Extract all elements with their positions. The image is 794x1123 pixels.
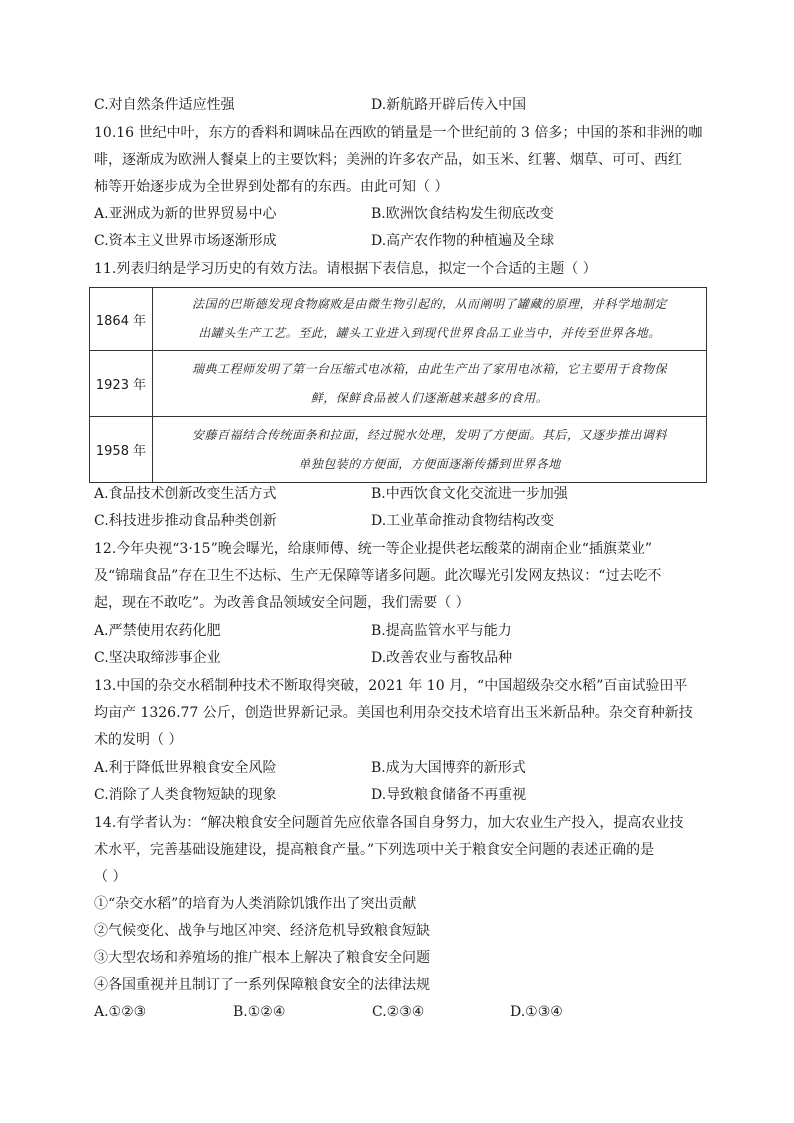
q14-options bbox=[94, 1003, 714, 1021]
table-desc-cell bbox=[153, 351, 707, 417]
table-desc-line: 瑞典工程师发明了第一台压缩式电冰箱，由此生产出了家用电冰箱，它主要用于食物保 bbox=[191, 361, 667, 376]
q13-stem-line-1: 13.中国的杂交水稻制种技术不断取得突破，2021 年 10 月，“中国超级杂交水稻”百亩试验田平 bbox=[94, 678, 688, 694]
table-desc-line: 安藤百福结合传统面条和拉面，经过脱水处理，发明了方便面。其后，又逐步推出调料 bbox=[191, 427, 667, 442]
q14-option-a[interactable]: A.①②③ bbox=[94, 1004, 147, 1020]
q14-stem-line-3: （ ） bbox=[94, 869, 127, 885]
q12-stem-line-1: 12.今年央视“3·15”晚会曝光，给康师傅、统一等企业提供老坛酸菜的湖南企业“插旗菜业” bbox=[94, 541, 653, 557]
q14-item-3: ③大型农场和养殖场的推广根本上解决了粮食安全问题 bbox=[94, 950, 430, 966]
table-year-cell: 1958 年 bbox=[90, 417, 153, 483]
q13-options-ab bbox=[94, 759, 714, 777]
q10-option-a[interactable]: A.亚洲成为新的世界贸易中心 bbox=[94, 206, 277, 222]
q12-option-b[interactable]: B.提高监管水平与能力 bbox=[371, 623, 512, 639]
q13-option-c[interactable]: C.消除了人类食物短缺的现象 bbox=[94, 787, 277, 803]
q14-stem-line-2: 术水平，完善基础设施建设，提高粮食产量。”下列选项中关于粮食安全问题的表述正确的是 bbox=[94, 842, 655, 858]
q10-options-cd bbox=[94, 232, 714, 250]
q13-options-cd bbox=[94, 786, 714, 804]
table-desc-line: 单独包装的方便面，方便面逐渐传播到世界各地 bbox=[298, 456, 561, 471]
q9-option-d[interactable]: D.新航路开辟后传入中国 bbox=[371, 97, 527, 113]
q11-stem: 11.列表归纳是学习历史的有效方法。请根据下表信息，拟定一个合适的主题（ ） bbox=[94, 261, 597, 277]
q10-option-b[interactable]: B.欧洲饮食结构发生彻底改变 bbox=[371, 206, 554, 222]
q12-options-ab bbox=[94, 622, 714, 640]
table-desc-line: 出罐头生产工艺。至此，罐头工业进入到现代世界食品工业当中，并传至世界各地。 bbox=[198, 326, 661, 340]
table-desc-cell bbox=[153, 417, 707, 483]
q13-stem-line-2: 均亩产 1326.77 公斤，创造世界新记录。美国也利用杂交技术培育出玉米新品种。杂交育种新技 bbox=[94, 705, 693, 721]
q14-option-b[interactable]: B.①②④ bbox=[233, 1004, 286, 1020]
q11-option-c[interactable]: C.科技进步推动食品种类创新 bbox=[94, 513, 277, 529]
q11-option-a[interactable]: A.食品技术创新改变生活方式 bbox=[94, 486, 277, 502]
q10-options-ab bbox=[94, 205, 714, 223]
q14-option-d[interactable]: D.①③④ bbox=[510, 1004, 563, 1020]
q14-option-c[interactable]: C.②③④ bbox=[372, 1004, 425, 1020]
q11-option-b[interactable]: B.中西饮食文化交流进一步加强 bbox=[371, 486, 568, 502]
q11-option-d[interactable]: D.工业革命推动食物结构改变 bbox=[371, 513, 555, 529]
q12-stem-line-2: 及“锦瑞食品”存在卫生不达标、生产无保障等诸多问题。此次曝光引发网友热议：“过去吃不 bbox=[94, 568, 662, 584]
table-row bbox=[90, 288, 707, 351]
q10-stem-line-1: 10.16 世纪中叶，东方的香料和调味品在西欧的销量是一个世纪前的 3 倍多；中国的茶和非洲的咖 bbox=[94, 125, 703, 141]
q11-options-ab bbox=[94, 485, 714, 503]
q11-options-cd bbox=[94, 512, 714, 530]
q10-stem-line-3: 柿等开始逐步成为全世界到处都有的东西。由此可知（ ） bbox=[94, 179, 449, 195]
table-desc-cell bbox=[153, 288, 707, 351]
q10-option-d[interactable]: D.高产农作物的种植遍及全球 bbox=[371, 233, 555, 249]
q14-item-2: ②气候变化、战争与地区冲突、经济危机导致粮食短缺 bbox=[94, 923, 430, 939]
table-year-cell: 1864 年 bbox=[90, 288, 153, 351]
table-row bbox=[90, 351, 707, 417]
q13-option-a[interactable]: A.利于降低世界粮食安全风险 bbox=[94, 760, 277, 776]
q12-stem-line-3: 起，现在不敢吃”。为改善食品领域安全问题，我们需要（ ） bbox=[94, 595, 470, 611]
table-row bbox=[90, 417, 707, 483]
q12-options-cd bbox=[94, 649, 714, 667]
table-desc-line: 鲜，保鲜食品被人们逐渐越来越多的食用。 bbox=[310, 390, 549, 405]
q14-item-4: ④各国重视并且制订了一系列保障粮食安全的法律法规 bbox=[94, 977, 430, 993]
q13-stem-line-3: 术的发明（ ） bbox=[94, 732, 183, 748]
q14-item-1: ①“杂交水稻”的培育为人类消除饥饿作出了突出贡献 bbox=[94, 896, 417, 912]
q10-stem-line-2: 啡，逐渐成为欧洲人餐桌上的主要饮料；美洲的许多农产品，如玉米、红薯、烟草、可可、西红 bbox=[94, 152, 682, 168]
q14-stem-line-1: 14.有学者认为：“解决粮食安全问题首先应依靠各国自身努力，加大农业生产投入，提高农业技 bbox=[94, 815, 684, 831]
q12-option-a[interactable]: A.严禁使用农药化肥 bbox=[94, 623, 221, 639]
q9-option-c[interactable]: C.对自然条件适应性强 bbox=[94, 97, 235, 113]
q13-option-d[interactable]: D.导致粮食储备不再重视 bbox=[371, 787, 527, 803]
q12-option-d[interactable]: D.改善农业与畜牧品种 bbox=[371, 650, 513, 666]
q11-info-table bbox=[89, 287, 707, 483]
table-year-cell: 1923 年 bbox=[90, 351, 153, 417]
table-desc-line: 法国的巴斯德发现食物腐败是由微生物引起的，从而阐明了罐藏的原理，并科学地制定 bbox=[191, 297, 667, 311]
q12-option-c[interactable]: C.坚决取缔涉事企业 bbox=[94, 650, 221, 666]
q10-option-c[interactable]: C.资本主义世界市场逐渐形成 bbox=[94, 233, 277, 249]
q9-options-cd bbox=[94, 96, 714, 114]
q13-option-b[interactable]: B.成为大国博弈的新形式 bbox=[371, 760, 526, 776]
